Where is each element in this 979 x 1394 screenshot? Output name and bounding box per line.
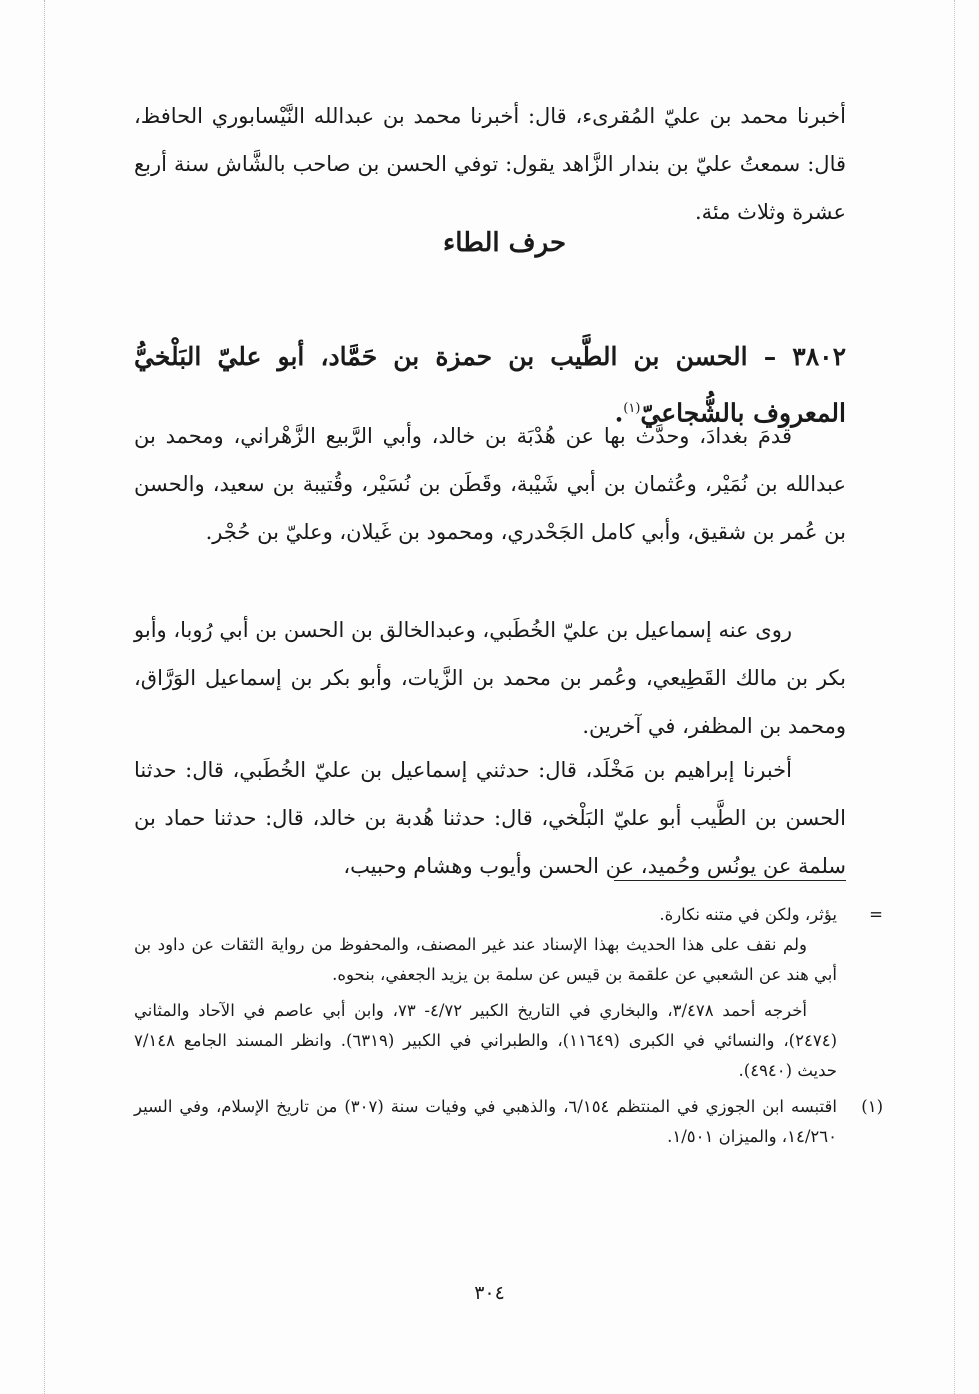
body-paragraph: أخبرنا إبراهيم بن مَخْلَد، قال: حدثني إسماعيل بن عليّ الخُطَبي، قال: حدثنا الحسن بن الطَّيب أبو عليّ البَلْخي، قال: حدثنا هُدبة بن خالد، قال: حدثنا حماد بن سلمة عن يونُس وحُميد، عن الحسن وأيوب وهشام وحبيب،: [134, 758, 846, 878]
scan-edge-line: [954, 0, 955, 1394]
footnotes-section: [134, 900, 883, 1152]
intro-paragraph: أخبرنا محمد بن عليّ المُقرىء، قال: أخبرنا محمد بن عبدالله النَّيْسابوري الحافظ، قال: سمعتُ عليّ بن بندار الزَّاهد يقول: توفي الحسن بن صاحب بالشَّاش سنة أربع عشرة وثلاث مئة.: [134, 104, 846, 224]
section-heading: حرف الطاء: [442, 228, 567, 258]
entry-title-text: ٣٨٠٢ – الحسن بن الطَّيب بن حمزة بن حَمَّاد، أبو عليّ البَلْخيُّ المعروف بالشُّجاعيّ: [134, 342, 846, 428]
footnote-text: اقتبسه ابن الجوزي في المنتظم ٦/١٥٤، والذهبي في وفيات سنة (٣٠٧) من تاريخ الإسلام، وفي السير ١٤/٢٦٠، والميزان ١/٥٠١.: [134, 1097, 837, 1146]
continuation-marker: =: [869, 905, 883, 924]
body-paragraph: قدمَ بغدادَ، وحدَّث بها عن هُدْبَة بن خالد، وأبي الرَّبيع الزَّهْراني، ومحمد بن عبدالله بن نُمَيْر، وعُثمان بن أبي شَيْبة، وقَطَن بن نُسَيْر، وقُتيبة بن سعيد، والحسن بن عُمر بن شقيق، وأبي كامل الجَحْدري، ومحمود بن غَيلان، وعليّ بن حُجْر.: [134, 424, 846, 544]
footnote-marker: (١): [861, 1097, 883, 1116]
footnote-1: [134, 1092, 883, 1152]
entry-title-end: .: [614, 398, 624, 428]
footnote-separator: [614, 880, 846, 881]
footnote-continuation: [134, 900, 883, 930]
footnote-paragraph: ولم نقف على هذا الحديث بهذا الإسناد عند غير المصنف، والمحفوظ من رواية الثقات عن داود بن أبي هند عن الشعبي عن علقمة بن قيس عن سلمة بن يزيد الجعفي، بنحوه.: [134, 935, 837, 984]
body-paragraph: روى عنه إسماعيل بن عليّ الخُطَبي، وعبدالخالق بن الحسن بن أبي رُوبا، وأبو بكر بن مالك القَطِيعي، وعُمر بن محمد بن الزَّيات، وأبو بكر بن إسماعيل الوَرَّاق، ومحمد بن المظفر، في آخرين.: [134, 618, 846, 738]
scan-edge-line: [44, 0, 45, 1394]
footnote-paragraph: أخرجه أحمد ٣/٤٧٨، والبخاري في التاريخ الكبير ٤/٧٢- ٧٣، وابن أبي عاصم في الآحاد والمثاني (٢٤٧٤)، والنسائي في الكبرى (١١٦٤٩)، والطبراني في الكبير (٦٣١٩). وانظر المسند الجامع ٧/١٤٨ حديث (٤٩٤٠).: [134, 1001, 837, 1080]
page-number: ٣٠٤: [474, 1282, 505, 1304]
footnote-reference: (١): [623, 401, 641, 416]
footnote-text: يؤثر، ولكن في متنه نكارة.: [659, 905, 837, 924]
